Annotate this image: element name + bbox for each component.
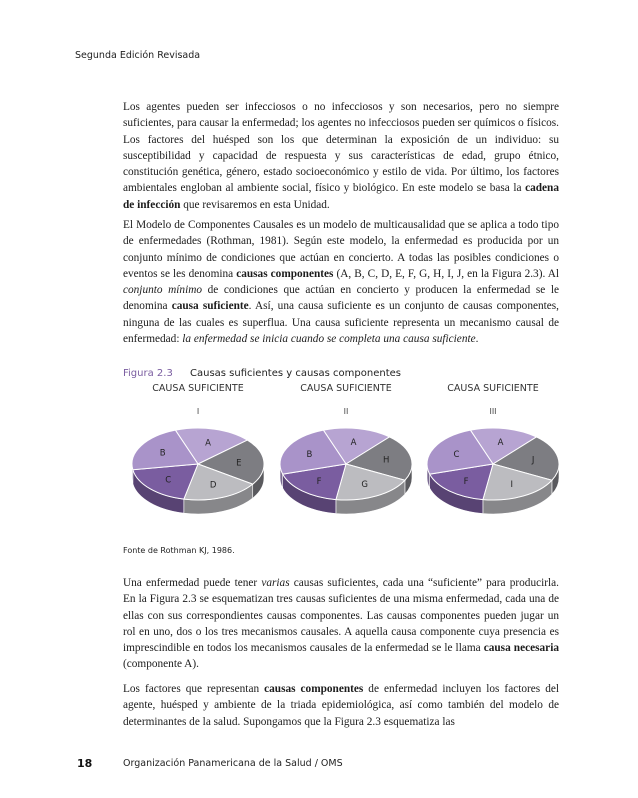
paragraph-component-factors bbox=[123, 681, 559, 730]
paragraph3-run: Una enfermedad puede tener bbox=[123, 577, 262, 589]
paragraph4-run: de enfermedad incluyen los factores del agente, huésped y ambiente de la triada epidemiológica, así como también del modelo de determinantes de la salud. Supongamos que la Figura 2.3 esquematiza las bbox=[123, 683, 559, 728]
figure-label: Figura 2.3 bbox=[123, 368, 173, 379]
page-number: 18 bbox=[77, 757, 93, 770]
pie-slice-label: F bbox=[316, 476, 322, 487]
pie-slice-label: C bbox=[453, 449, 460, 460]
paragraph2-run: (A, B, C, D, E, F, G, H, I, J, en la Figura 2.3). Al bbox=[333, 267, 560, 280]
paragraph-agents bbox=[123, 99, 559, 213]
paragraph4-run: Los factores que representan bbox=[123, 683, 265, 695]
paragraph1-run: Los agentes pueden ser infecciosos o no infecciosos y son necesarios, pero no siempre suficientes, para causar la enfermedad; los agentes no infecciosos pueden ser químicos o físicos. Los factores del huésped son los que determinan la exposición de un individuo: su susceptibilidad y capacidad de respuesta y sus características de edad, grupo étnico, constitución genética, género, estado socioeconómico y estilo de vida. Por último, los factores ambientales engloban al ambiente social, físico y biológico. En este modelo se basa la bbox=[123, 101, 559, 195]
pie-numeral: III bbox=[489, 407, 497, 416]
paragraph2-run: conjunto mínimo bbox=[123, 284, 203, 297]
paragraph2-run: . bbox=[475, 333, 479, 346]
pie-numeral: II bbox=[343, 407, 349, 416]
footer-publisher: Organización Panamericana de la Salud / OMS bbox=[123, 758, 343, 769]
pie-slice-label: B bbox=[159, 448, 166, 459]
pie-heading: CAUSA SUFICIENTE bbox=[152, 383, 244, 394]
pie-slice-label: C bbox=[165, 475, 172, 486]
paragraph3-run: causa necesaria bbox=[483, 642, 559, 655]
figure-caption bbox=[123, 368, 401, 379]
pie-slice-label: B bbox=[306, 449, 313, 460]
pie-slice-label: A bbox=[350, 438, 357, 449]
pie-slice-label: E bbox=[236, 458, 242, 469]
pie-slice-label: A bbox=[497, 438, 504, 449]
pie-slice-label: F bbox=[463, 476, 469, 487]
paragraph3-run: varias bbox=[261, 577, 290, 589]
pie-slice-label: G bbox=[361, 479, 369, 490]
pie-slice-label: I bbox=[510, 479, 513, 490]
pie-numeral: I bbox=[196, 407, 200, 416]
sufficient-causes-figure bbox=[118, 380, 598, 528]
pie-heading: CAUSA SUFICIENTE bbox=[300, 383, 392, 394]
paragraph-causal-model bbox=[123, 217, 559, 347]
paragraph-sufficient-causes bbox=[123, 575, 559, 673]
pie-heading: CAUSA SUFICIENTE bbox=[447, 383, 539, 394]
paragraph2-run: la enfermedad se inicia cuando se completa una causa suficiente bbox=[182, 333, 476, 346]
paragraph2-run: causa suficiente bbox=[171, 300, 249, 313]
paragraph2-run: El Modelo de Componentes Causales es un modelo de multicausalidad que se aplica a todo tipo de enfermedades (Rothman, 1981). Según este modelo, la enfermedad es producida por un conjunto mínimo de condiciones que actúan en concierto. A todas las posibles condiciones o eventos se les denomina bbox=[123, 219, 559, 280]
pie-slice-label: A bbox=[205, 438, 211, 449]
paragraph2-run: . Así, una causa suficiente es un conjunto de causas componentes, ninguna de las cuales es superflua. Una causa suficiente representa un mecanismo causal de enfermedad: bbox=[123, 300, 560, 346]
paragraph1-run: cadena de infección bbox=[123, 182, 559, 211]
pie-chart-1 bbox=[132, 383, 264, 514]
pie-chart-2 bbox=[280, 383, 412, 514]
pie-slice-label: H bbox=[382, 455, 390, 466]
running-header: Segunda Edición Revisada bbox=[75, 50, 201, 61]
paragraph2-run: de condiciones que actúan en concierto y producen la enfermedad se le denomina bbox=[123, 284, 560, 313]
paragraph3-run: causas suficientes, cada una “suficiente” para producirla. En la Figura 2.3 se esquematizan tres causas suficientes de una misma enfermedad, cada una de ellas con sus correspondientes causas componentes. Las causas componentes pueden jugar un rol en uno, dos o los tres mecanismos causales. A aquella causa componente cuya presencia es imprescindible en todos los mecanismos causales de la enfermedad se le llama bbox=[123, 577, 559, 655]
figure-source: Fonte de Rothman KJ, 1986. bbox=[123, 546, 235, 555]
paragraph1-run: que revisaremos en esta Unidad. bbox=[180, 198, 330, 211]
pie-chart-3 bbox=[427, 383, 559, 514]
paragraph2-run: causas componentes bbox=[236, 267, 334, 280]
figure-title: Causas suficientes y causas componentes bbox=[190, 368, 401, 379]
pie-slice-label: D bbox=[209, 480, 217, 491]
paragraph4-run: causas componentes bbox=[264, 683, 364, 695]
pie-slice-label: J bbox=[531, 455, 535, 466]
paragraph3-run: (componente A). bbox=[123, 658, 199, 671]
